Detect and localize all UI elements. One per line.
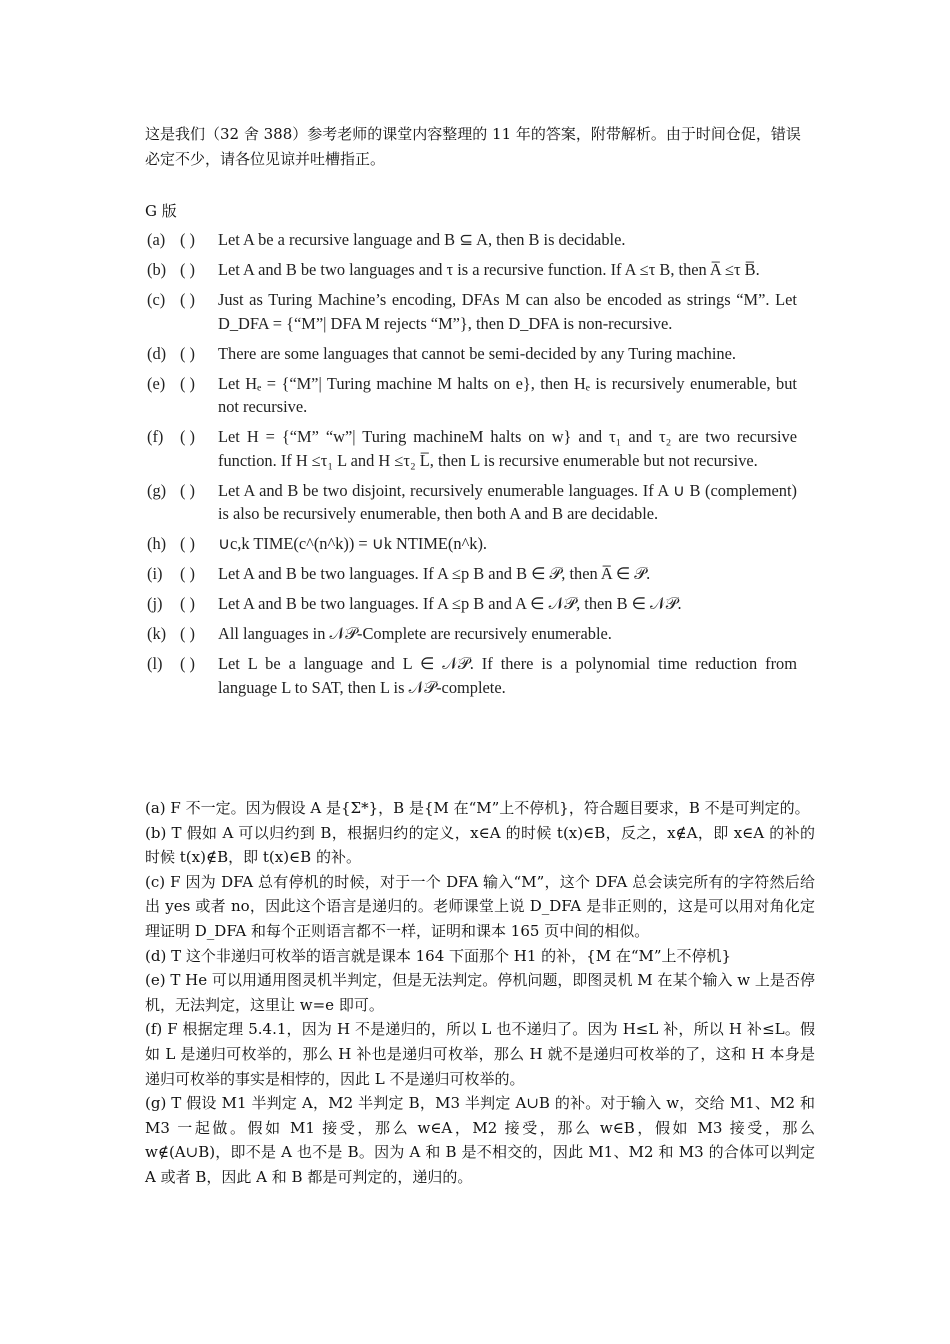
question-label: (e): [147, 373, 166, 393]
question-label: (a): [147, 230, 166, 249]
answer-blank: ( ): [180, 480, 196, 500]
answer-item: (f) F 根据定理 5.4.1，因为 H 不是递归的，所以 L 也不递归了。因为 H≤L 补，所以 H 补≤L。假如 L 是递归可枚举的，那么 H 补也是递归可枚举，那么 H 就不是递归可枚举的了，这和 H 本身是递归可枚举的事实是相悖的，因此 L 不是递归可枚举的。: [145, 1020, 815, 1088]
question-list: [147, 228, 797, 706]
question-text: ∪c,k TIME(c^(n^k)) = ∪k NTIME(n^k).: [218, 534, 488, 553]
intro-paragraph: 这是我们（32 舍 388）参考老师的课堂内容整理的 11 年的答案，附带解析。由于时间仓促，错误必定不少，请各位见谅并吐槽指正。: [145, 125, 801, 168]
question-label: (k): [147, 624, 167, 643]
question-text: Let A be a recursive language and B ⊆ A, then B is decidable.: [218, 230, 626, 249]
answer-item: (a) F 不一定。因为假设 A 是{Σ*}，B 是{M 在“M”上不停机}，符合题目要求，B 不是可判定的。: [145, 799, 810, 817]
answer-item: (c) F 因为 DFA 总有停机的时候，对于一个 DFA 输入“M”，这个 DFA 总会读完所有的字符然后给出 yes 或者 no，因此这个语言是递归的。老师课堂上说 D_DFA 是非正则的，这是可以用对角化定理证明 D_DFA 和每个正则语言都不一样，证明和课本 165 页中间的相似。: [145, 872, 815, 940]
question-label: (b): [147, 260, 167, 279]
question-label: (h): [147, 534, 167, 553]
question-text: Let Hₑ = {“M”| Turing machine M halts on e}, then Hₑ is recursively enumerable, but not recursive.: [218, 373, 797, 416]
answer-blank: ( ): [180, 427, 196, 446]
answer-item: (g) T 假设 M1 半判定 A，M2 半判定 B，M3 半判定 A∪B 的补。对于输入 w，交给 M1、M2 和 M3 一起做。假如 M1 接受，那么 w∈A，M2 接受，那么 w∈B，假如 M3 接受，那么 w∉(A∪B)，即不是 A 也不是 B。因为 A 和 B 是不相交的，因此 M1、M2 和 M3 的合体可以判定 A 或者 B，因此 A 和 B 都是可判定的，递归的。: [145, 1094, 815, 1186]
question-text: Just as Turing Machine’s encoding, DFAs M can also be encoded as strings “M”. Let D_DFA = {“M”| DFA M rejects “M”}, then D_DFA is non-recursive.: [218, 290, 797, 333]
question-item: [147, 372, 797, 419]
question-text: All languages in 𝒩𝒫-Complete are recursively enumerable.: [218, 624, 612, 643]
answer-list: [145, 796, 815, 1190]
question-label: (d): [147, 343, 167, 363]
question-text: Let A and B be two disjoint, recursively enumerable languages. If A ∪ B (complement) is also be recursively enumerable, then both A and B are decidable.: [218, 480, 797, 523]
question-item: [147, 342, 797, 366]
answer-blank: ( ): [180, 624, 196, 643]
question-item: [147, 532, 797, 556]
question-item: [147, 622, 797, 646]
answer-item: (e) T He 可以用通用图灵机半判定，但是无法判定。停机问题，即图灵机 M 在某个输入 w 上是否停机，无法判定，这里让 w=e 即可。: [145, 971, 815, 1014]
question-label: (j): [147, 594, 163, 613]
question-text: Let L be a language and L ∈ 𝒩𝒫. If there is a polynomial time reduction from language L to SAT, then L is 𝒩𝒫-complete.: [218, 654, 797, 697]
question-text: There are some languages that cannot be semi-decided by any Turing machine.: [218, 343, 736, 363]
question-label: (c): [147, 290, 166, 309]
answer-blank: ( ): [180, 594, 196, 613]
version-label: G 版: [145, 202, 177, 220]
answer-blank: ( ): [180, 654, 196, 673]
answer-blank: ( ): [180, 230, 196, 249]
question-item: [147, 425, 797, 472]
question-text: Let A and B be two languages. If A ≤p B and A ∈ 𝒩𝒫, then B ∈ 𝒩𝒫.: [218, 594, 682, 613]
question-text: Let A and B be two languages. If A ≤p B and B ∈ 𝒫, then A̅ ∈ 𝒫.: [218, 564, 651, 583]
answer-blank: ( ): [180, 534, 196, 553]
question-item: [147, 288, 797, 335]
answer-blank: ( ): [180, 290, 196, 309]
question-item: [147, 258, 797, 282]
answer-item: (b) T 假如 A 可以归约到 B，根据归约的定义，x∈A 的时候 t(x)∈B，反之，x∉A，即 x∈A 的补的时候 t(x)∉B，即 t(x)∈B 的补。: [145, 823, 815, 867]
question-item: [147, 479, 797, 526]
question-item: [147, 228, 797, 252]
question-label: (f): [147, 427, 164, 446]
question-text: Let A and B be two languages and τ is a recursive function. If A ≤τ B, then A̅ ≤τ B̅.: [218, 260, 760, 279]
question-label: (l): [147, 654, 163, 673]
question-item: [147, 652, 797, 699]
question-text: Let H = {“M” “w”| Turing machineM halts on w} and τ₁ and τ₂ are two recursive function. If H ≤τ₁ L and H ≤τ₂ L̅, then L is recursive enumerable but not recursive.: [218, 427, 797, 470]
answer-blank: ( ): [180, 373, 196, 393]
answer-blank: ( ): [180, 564, 196, 583]
question-item: [147, 592, 797, 616]
question-label: (g): [147, 480, 167, 500]
answer-blank: ( ): [180, 343, 196, 363]
question-item: [147, 562, 797, 586]
question-label: (i): [147, 564, 163, 583]
answer-blank: ( ): [180, 260, 196, 279]
answer-item: (d) T 这个非递归可枚举的语言就是课本 164 下面那个 H1 的补，{M 在“M”上不停机}: [145, 946, 732, 965]
